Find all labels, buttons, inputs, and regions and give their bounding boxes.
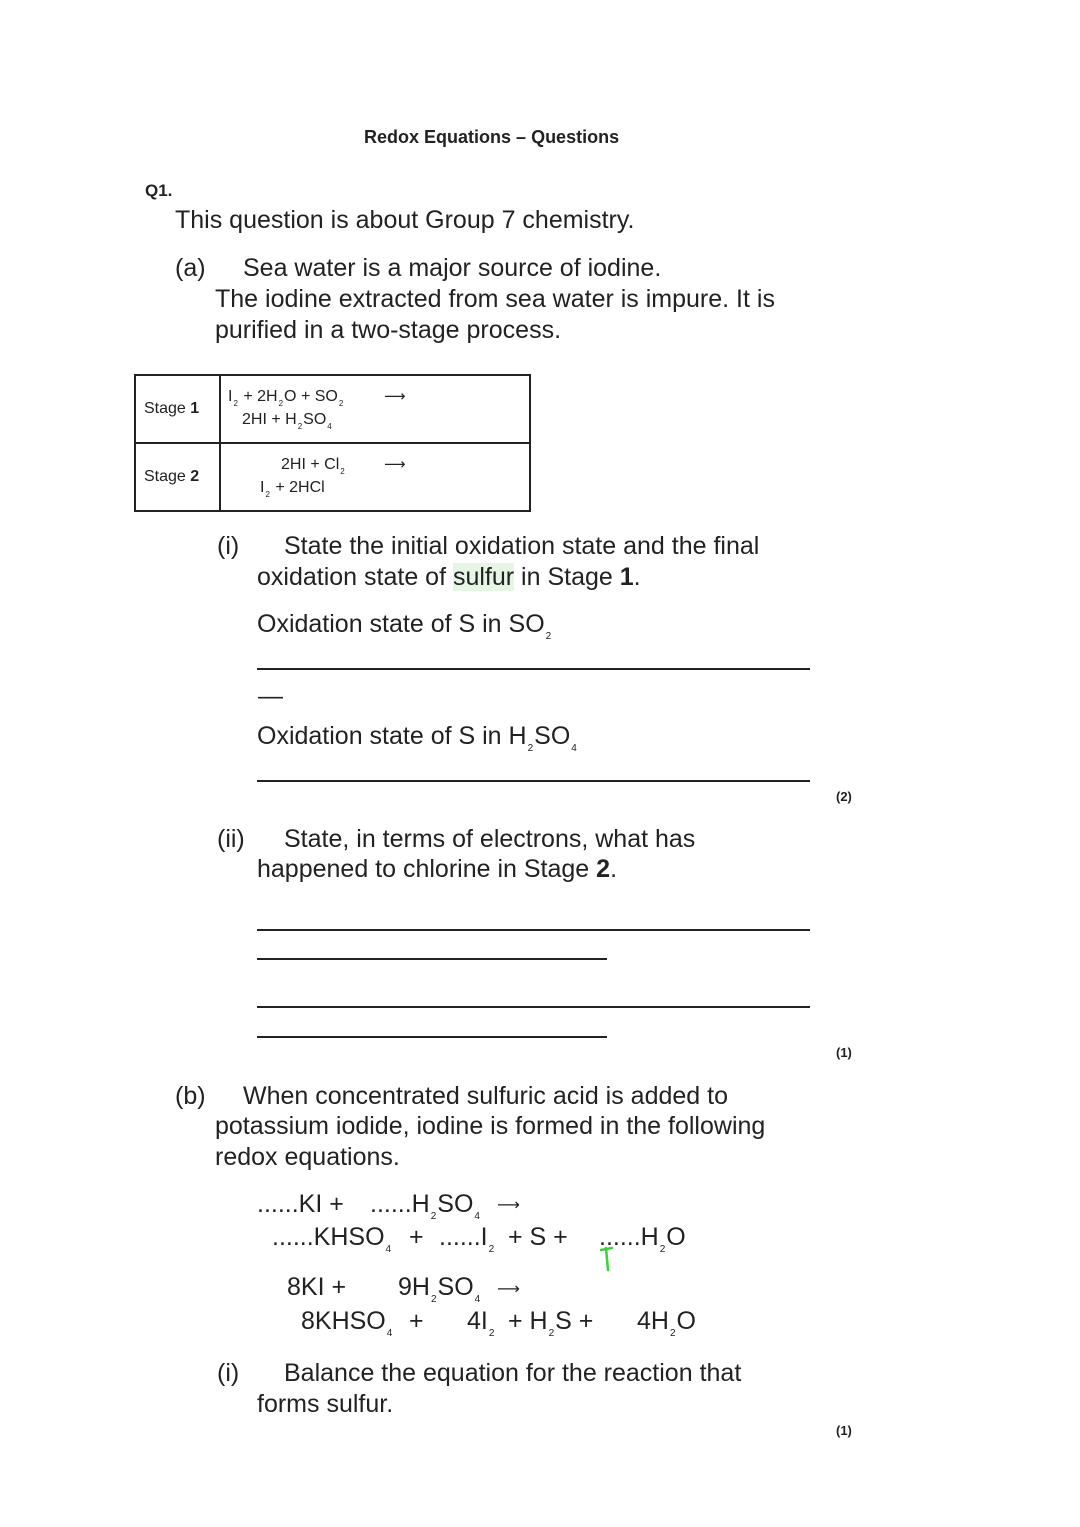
answer-line[interactable] <box>257 1006 810 1008</box>
part-a-i-line2: oxidation state of sulfur in Stage 1. <box>257 563 641 591</box>
part-b-label: (b) <box>175 1082 206 1110</box>
stage-2-reactants: $2HI + Cl_2$ <box>281 456 345 476</box>
reaction-arrow: ⟶ <box>384 388 406 405</box>
part-b-i-line2: forms sulfur. <box>257 1390 394 1418</box>
answer-line[interactable] <box>257 958 607 960</box>
reaction-arrow: ⟶ <box>497 1197 520 1214</box>
eq2-product-h2o: $4H_2O$ <box>637 1307 696 1339</box>
answer-dash: — <box>258 682 283 710</box>
marks-b-i: (1) <box>836 1423 852 1438</box>
part-b-line2: potassium iodide, iodine is formed in the following <box>215 1112 766 1140</box>
part-a-ii-line2: happened to chlorine in Stage 2. <box>257 855 618 883</box>
green-pen-mark <box>600 1246 616 1276</box>
reaction-arrow: ⟶ <box>384 456 406 473</box>
page-title: Redox Equations – Questions <box>364 127 620 147</box>
stage-1-label: Stage 1 <box>135 375 220 443</box>
part-b-line1: When concentrated sulfuric acid is added to <box>243 1082 728 1110</box>
question-number: Q1. <box>145 181 173 200</box>
eq1-plus: + <box>409 1223 424 1251</box>
stage-1-reactants: $I_2 + 2H_2O + SO_2$ <box>228 388 344 408</box>
question-intro: This question is about Group 7 chemistry. <box>175 206 635 234</box>
ox-state-h2so4-prompt: Oxidation state of S in $H_2SO_4$ <box>257 722 577 754</box>
eq1-product-h2o: $......H_2O$ <box>599 1223 686 1255</box>
part-b-i-line1: Balance the equation for the reaction that <box>284 1359 742 1387</box>
part-a-line3: purified in a two-stage process. <box>215 316 562 344</box>
ox-state-so2-prompt: Oxidation state of S in $SO_2$ <box>257 610 552 642</box>
part-a-line1: Sea water is a major source of iodine. <box>243 254 662 282</box>
answer-line[interactable] <box>257 929 810 931</box>
marks-a-i: (2) <box>836 789 852 804</box>
stage-2-products: $I_2 + 2HCl$ <box>260 479 325 499</box>
eq2-product-h2s: + $H_2S$ + <box>508 1307 594 1339</box>
stages-table <box>134 374 531 512</box>
stage-2-row <box>135 443 530 511</box>
stage-1-equation <box>220 375 530 443</box>
eq2-reactant-h2so4: $9H_2SO_4$ <box>398 1273 481 1305</box>
answer-line[interactable] <box>257 1036 607 1038</box>
stage-1-products: $2HI + H_2SO_4$ <box>242 411 332 431</box>
eq2-product-khso4: $8KHSO_4$ <box>301 1307 393 1339</box>
part-a-ii-label: (ii) <box>217 825 245 853</box>
eq2-plus: + <box>409 1307 424 1335</box>
eq1-reactant-ki: ......KI + <box>257 1190 344 1218</box>
eq2-reactant-ki: 8KI + <box>287 1273 347 1301</box>
part-a-ii-line1: State, in terms of electrons, what has <box>284 825 696 853</box>
stage-2-equation <box>220 443 530 511</box>
part-a-i-line1: State the initial oxidation state and the final <box>284 532 760 560</box>
eq2-product-i2: $4I_2$ <box>467 1307 495 1339</box>
answer-line-so2[interactable] <box>257 668 810 670</box>
part-b-i-label: (i) <box>217 1359 240 1387</box>
part-a-i-label: (i) <box>217 532 240 560</box>
stage-1-row <box>135 375 530 443</box>
eq1-product-i2: $......I_2$ <box>439 1223 495 1255</box>
part-b-line3: redox equations. <box>215 1143 400 1171</box>
stage-2-label: Stage 2 <box>135 443 220 511</box>
part-a-line2: The iodine extracted from sea water is impure. It is <box>215 285 775 313</box>
reaction-arrow: ⟶ <box>497 1281 520 1298</box>
eq1-reactant-h2so4: $......H_2SO_4$ <box>370 1190 480 1222</box>
marks-a-ii: (1) <box>836 1045 852 1060</box>
answer-line-h2so4[interactable] <box>257 780 810 782</box>
part-a-label: (a) <box>175 254 206 282</box>
eq1-product-khso4: $......KHSO_4$ <box>272 1223 392 1255</box>
eq1-product-s: + S + <box>508 1223 568 1251</box>
